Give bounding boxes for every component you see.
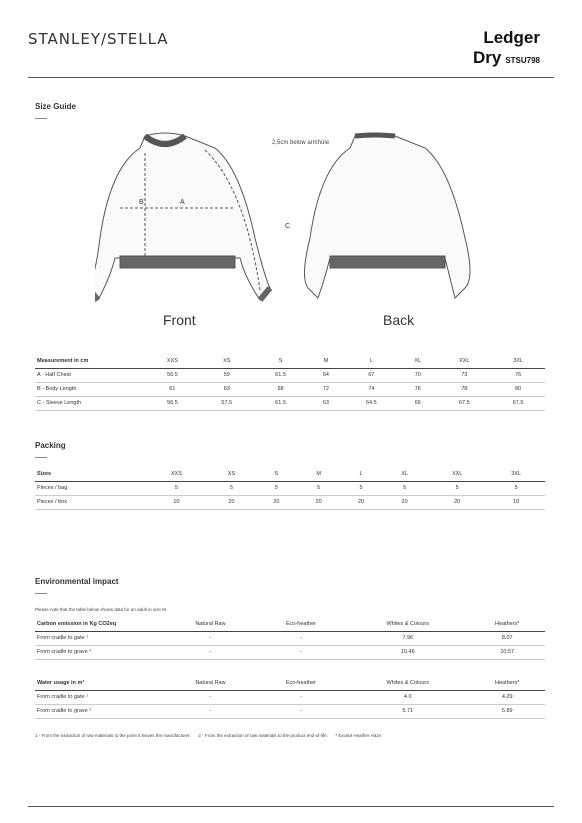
table-header-cell: L <box>344 354 398 368</box>
table-cell: 4.0 <box>346 690 469 704</box>
table-cell: - <box>256 704 346 718</box>
table-header-cell: Sizes <box>35 467 145 481</box>
table-cell: 70 <box>398 368 437 382</box>
table-header-cell: M <box>307 354 344 368</box>
table-cell: Pieces / bag <box>35 481 145 495</box>
section-rule <box>35 593 47 594</box>
table-cell: 20 <box>427 495 487 509</box>
table-cell: - <box>165 631 256 645</box>
back-sweatshirt <box>304 133 470 298</box>
table-cell: 56.5 <box>145 368 200 382</box>
table-cell: 57.5 <box>200 396 254 410</box>
table-cell: 63 <box>307 396 344 410</box>
table-cell: 5 <box>382 481 427 495</box>
table-cell: 61 <box>145 382 200 396</box>
environment-title: Environmental impact <box>35 577 119 586</box>
table-cell: 72 <box>307 382 344 396</box>
table-row <box>35 396 545 410</box>
table-header-row <box>35 354 545 368</box>
table-row <box>35 368 545 382</box>
table-header-cell: Heathers* <box>469 676 545 690</box>
table-cell: 73 <box>437 368 491 382</box>
table-cell: 63 <box>200 382 254 396</box>
table-header-cell: 3XL <box>491 354 545 368</box>
table-cell: From cradle to gate ¹ <box>35 690 165 704</box>
table-cell: 5.71 <box>346 704 469 718</box>
table-cell: 20 <box>255 495 297 509</box>
size-guide-title: Size Guide <box>35 102 76 111</box>
table-header-cell: Natural Raw <box>165 676 256 690</box>
table-header-cell: XL <box>398 354 437 368</box>
table-header-cell: Measurement in cm <box>35 354 145 368</box>
table-cell: 5 <box>340 481 382 495</box>
product-name-line1: Ledger <box>483 28 540 47</box>
table-row <box>35 645 545 659</box>
table-cell: - <box>256 645 346 659</box>
table-header-cell: 3XL <box>487 467 545 481</box>
table-cell: 8.07 <box>469 631 545 645</box>
table-cell: 59 <box>200 368 254 382</box>
table-header-cell: S <box>255 467 297 481</box>
table-header-row <box>35 676 545 690</box>
section-rule <box>35 118 47 119</box>
table-cell: 5 <box>427 481 487 495</box>
table-cell: 67.5 <box>491 396 545 410</box>
table-header-cell: XXS <box>145 467 208 481</box>
table-cell: 10.57 <box>469 645 545 659</box>
front-label: Front <box>163 312 196 328</box>
table-header-cell: Carbon emission in Kg CO2eq <box>35 617 165 631</box>
table-row <box>35 495 545 509</box>
table-cell: 4.29 <box>469 690 545 704</box>
table-cell: B - Body Length <box>35 382 145 396</box>
table-cell: 56.5 <box>145 396 200 410</box>
table-header-cell: Whites & Colours <box>346 676 469 690</box>
table-header-cell: XXL <box>427 467 487 481</box>
size-table <box>35 354 545 411</box>
table-cell: 5 <box>145 481 208 495</box>
table-cell: A - Half Chest <box>35 368 145 382</box>
table-cell: 5 <box>298 481 340 495</box>
table-cell: C - Sleeve Length <box>35 396 145 410</box>
armhole-annotation: 2,5cm below armhole <box>272 140 330 146</box>
table-cell: - <box>256 690 346 704</box>
product-name-line2: Dry <box>472 48 502 67</box>
packing-title: Packing <box>35 441 66 450</box>
table-header-row <box>35 617 545 631</box>
table-cell: 20 <box>298 495 340 509</box>
table-cell: 67 <box>344 368 398 382</box>
letter-b: B <box>139 199 144 206</box>
table-cell: 10.46 <box>346 645 469 659</box>
section-rule <box>35 457 47 458</box>
table-row <box>35 704 545 718</box>
water-table <box>35 676 545 719</box>
letter-a: A <box>180 199 185 206</box>
packing-table <box>35 467 545 510</box>
table-cell: From cradle to gate ¹ <box>35 631 165 645</box>
letter-c: C <box>285 223 291 230</box>
table-cell: 5 <box>255 481 297 495</box>
garment-illustration <box>95 128 475 338</box>
table-cell: 67.5 <box>437 396 491 410</box>
table-row <box>35 690 545 704</box>
table-header-cell: XXS <box>145 354 200 368</box>
table-header-cell: Eco-heather <box>256 617 346 631</box>
product-title <box>473 28 540 71</box>
table-header-cell: XXL <box>437 354 491 368</box>
table-cell: 76 <box>491 368 545 382</box>
table-cell: 64.5 <box>344 396 398 410</box>
footer-rule <box>28 806 554 807</box>
table-cell: 20 <box>340 495 382 509</box>
table-row <box>35 631 545 645</box>
table-cell: 64 <box>307 368 344 382</box>
table-header-cell: Eco-heather <box>256 676 346 690</box>
footnotes: 1 - From the extraction of raw materials to the point it leaves the manufacturer. 2 - From the extraction of raw materials to the product end-of-life. * Except Heather Haze <box>35 733 382 738</box>
table-header-cell: S <box>254 354 308 368</box>
table-cell: 5 <box>208 481 255 495</box>
environment-note: Please note that the table below shows data for an adult in size M. <box>35 607 168 612</box>
table-header-cell: XS <box>208 467 255 481</box>
table-header-cell: Water usage in m³ <box>35 676 165 690</box>
table-cell: 10 <box>487 495 545 509</box>
table-cell: 20 <box>208 495 255 509</box>
table-cell: 80 <box>491 382 545 396</box>
table-cell: 5 <box>487 481 545 495</box>
table-cell: - <box>165 690 256 704</box>
table-cell: 66 <box>398 396 437 410</box>
table-cell: Pieces / box <box>35 495 145 509</box>
front-sweatshirt <box>95 133 270 300</box>
carbon-table <box>35 617 545 660</box>
table-cell: 61.5 <box>254 368 308 382</box>
table-cell: - <box>165 704 256 718</box>
table-row <box>35 382 545 396</box>
table-cell: 61.5 <box>254 396 308 410</box>
sweatshirt-diagram <box>95 128 475 338</box>
table-header-cell: M <box>298 467 340 481</box>
table-cell: - <box>256 631 346 645</box>
table-header-cell: Heathers* <box>469 617 545 631</box>
table-header-row <box>35 467 545 481</box>
back-label: Back <box>383 312 415 328</box>
table-header-cell: Whites & Colours <box>346 617 469 631</box>
table-cell: 5.89 <box>469 704 545 718</box>
table-header-cell: L <box>340 467 382 481</box>
table-header-cell: XL <box>382 467 427 481</box>
table-header-cell: XS <box>200 354 254 368</box>
table-cell: 10 <box>145 495 208 509</box>
table-cell: From cradle to grave ² <box>35 645 165 659</box>
table-cell: 78 <box>437 382 491 396</box>
table-cell: 74 <box>344 382 398 396</box>
table-cell: - <box>165 645 256 659</box>
table-cell: 20 <box>382 495 427 509</box>
table-header-cell: Natural Raw <box>165 617 256 631</box>
table-cell: 68 <box>254 382 308 396</box>
table-cell: 76 <box>398 382 437 396</box>
brand-logo: STANLEY/STELLA <box>28 30 169 48</box>
table-cell: 7.96 <box>346 631 469 645</box>
table-row <box>35 481 545 495</box>
header <box>28 26 554 78</box>
product-code: STSU798 <box>505 56 540 65</box>
table-cell: From cradle to grave ² <box>35 704 165 718</box>
